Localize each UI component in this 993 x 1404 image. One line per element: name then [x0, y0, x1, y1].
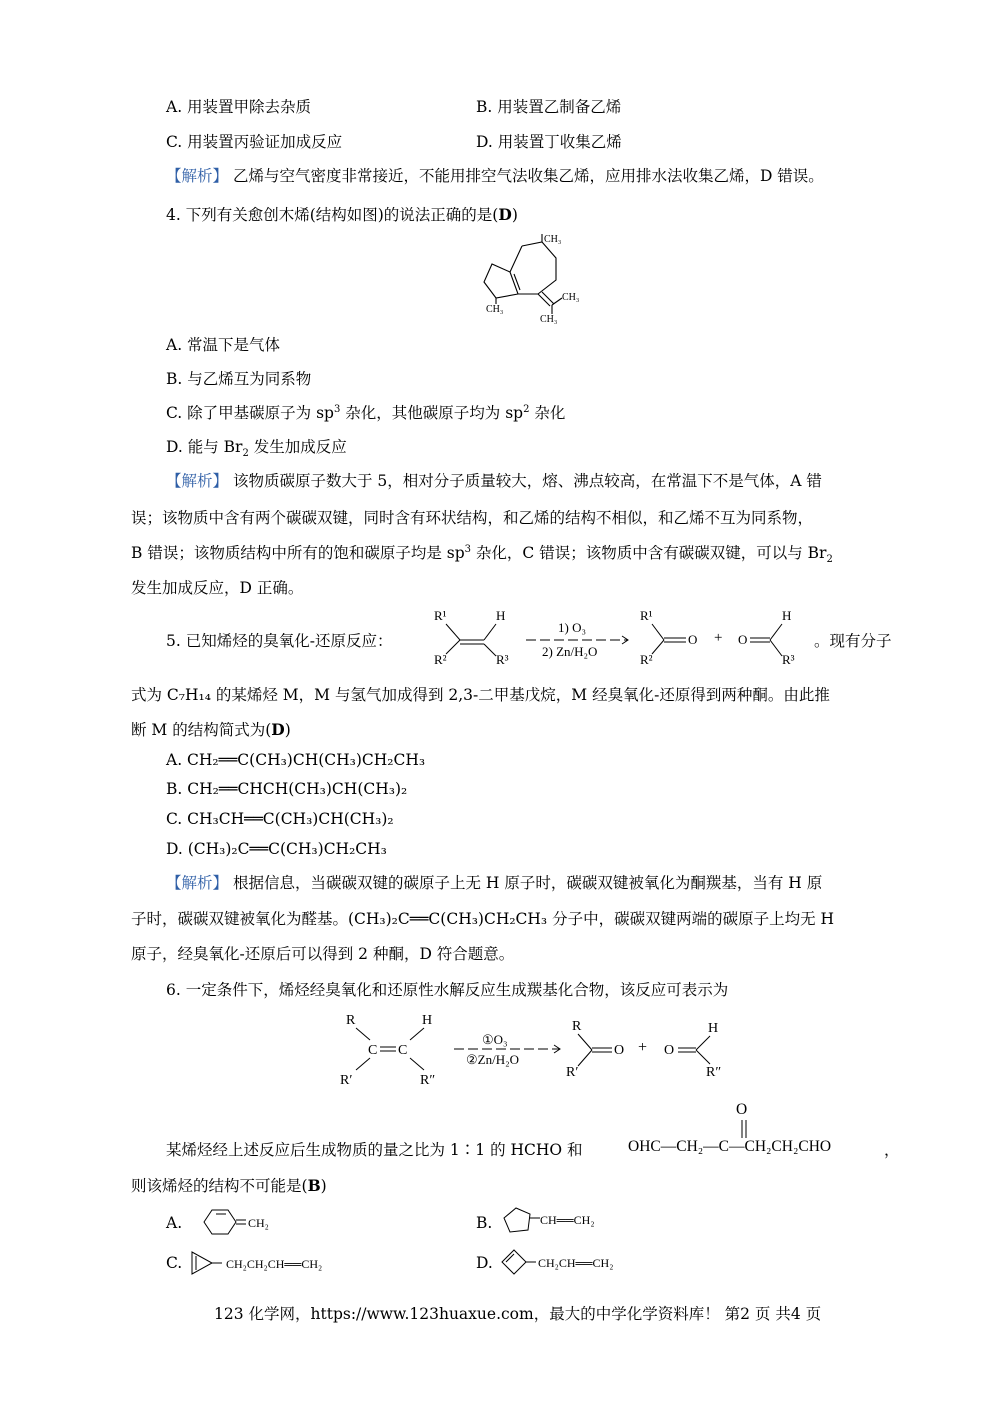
q6-close: )	[320, 1177, 327, 1195]
guaiene-structure	[470, 228, 600, 324]
q6-option-b-structure	[498, 1204, 608, 1238]
sub: 2	[242, 448, 249, 460]
r-prime-label: R′	[340, 1073, 353, 1088]
q6-option-d-structure	[498, 1246, 638, 1278]
q4-option-c-text: 杂化	[529, 404, 566, 422]
q5-stem-end: 。现有分子	[814, 632, 892, 650]
ch3-label: CH₃	[562, 292, 580, 303]
h-label: H	[496, 608, 506, 623]
q6-line2-text: 则该烯烃的结构不可能是(	[131, 1177, 308, 1195]
q6-option-c-label: C.	[166, 1254, 183, 1272]
o-label: O	[738, 632, 748, 647]
r-label: R	[346, 1013, 356, 1028]
q5-option-b: B. CH₂══CHCH(CH₃)CH(CH₃)₂	[166, 780, 408, 798]
q5-reaction-scheme	[428, 604, 814, 674]
c-label: C	[398, 1043, 408, 1058]
analysis-text: 杂化，C 错误；该物质中含有碳碳双键，可以与 Br	[471, 544, 827, 562]
analysis-text: 该物质碳原子数大于 5，相对分子质量较大，熔、沸点较高，在常温下不是气体，A 错	[232, 472, 822, 490]
q4-option-c-text: C. 除了甲基碳原子为 sp	[166, 404, 334, 422]
r3-label: R³	[782, 652, 795, 667]
r2-label: R²	[640, 652, 653, 667]
o-label: O	[664, 1043, 675, 1058]
analysis-text: 乙烯与空气密度非常接近，不能用排空气法收集乙烯，应用排水法收集乙烯，D 错误。	[232, 167, 824, 185]
r3-label: R³	[496, 652, 509, 667]
plus-sign: +	[714, 630, 723, 646]
q6-option-a-label: A.	[166, 1214, 183, 1232]
ch3-label: CH₃	[544, 234, 562, 245]
analysis-tag: 【解析】	[166, 874, 229, 892]
r2-label: R²	[434, 652, 447, 667]
analysis-text: B 错误；该物质结构中所有的饱和碳原子均是 sp	[131, 544, 465, 562]
q6-comma: ，	[884, 1141, 900, 1159]
h-label: H	[708, 1021, 719, 1036]
q6-option-d-label: D.	[476, 1254, 493, 1272]
page-footer: 123 化学网，https://www.123huaxue.com，最大的中学化学资料库！ 第2 页 共4 页	[214, 1305, 822, 1323]
o-label: O	[688, 632, 698, 647]
q4-answer: D	[498, 205, 512, 224]
q6-formula: OHC—CH₂—C—CH₂CH₂CHO	[628, 1138, 832, 1155]
r1-label: R¹	[434, 608, 447, 623]
analysis-tag: 【解析】	[166, 167, 229, 185]
q3-analysis	[166, 164, 824, 186]
sub: 2	[826, 554, 833, 566]
option-b-substituent: CH══CH₂	[540, 1213, 595, 1227]
q4-analysis-line1	[166, 469, 822, 491]
q4-option-d-text: 发生加成反应	[248, 438, 347, 456]
sup: 3	[464, 543, 471, 555]
condition-2: ②Zn/H₂O	[466, 1052, 520, 1067]
plus-sign: +	[638, 1039, 648, 1056]
q4-option-a: A. 常温下是气体	[166, 336, 281, 354]
q4-stem-text: 4. 下列有关愈创木烯(结构如图)的说法正确的是(	[166, 206, 499, 224]
q5-option-d: D. (CH₃)₂C══C(CH₃)CH₂CH₃	[166, 840, 387, 858]
option-a-substituent: CH₂	[248, 1216, 269, 1230]
h-label: H	[422, 1013, 433, 1028]
option-c-substituent: CH₂CH₂CH══CH₂	[226, 1257, 323, 1271]
q5-option-a: A. CH₂══C(CH₃)CH(CH₃)CH₂CH₃	[166, 751, 426, 769]
q4-analysis-line4: 发生加成反应，D 正确。	[131, 579, 304, 597]
condition-1: 1) O₃	[558, 620, 586, 635]
q6-option-b-label: B.	[476, 1214, 493, 1232]
q6-line1: 某烯烃经上述反应后生成物质的量之比为 1∶1 的 HCHO 和	[166, 1141, 583, 1159]
q5-answer: D	[271, 720, 285, 739]
option-d-substituent: CH₂CH══CH₂	[538, 1256, 614, 1270]
q6-option-c-structure	[188, 1248, 338, 1278]
q5-line3-text: 断 M 的结构简式为(	[131, 721, 272, 739]
condition-1: ①O₃	[482, 1032, 508, 1047]
carbonyl-double-bond	[739, 1120, 749, 1138]
ch3-label: CH₃	[486, 304, 504, 315]
q5-close: )	[284, 721, 291, 739]
q4-close: )	[511, 206, 518, 224]
condition-2: 2) Zn/H₂O	[542, 644, 598, 659]
r-label: R	[572, 1019, 582, 1034]
q3-option-c: C. 用装置丙验证加成反应	[166, 133, 343, 151]
q4-stem	[166, 203, 518, 225]
q4-option-c-text: 杂化，其他碳原子均为 sp	[340, 404, 524, 422]
q4-option-d	[166, 435, 347, 459]
q3-option-a: A. 用装置甲除去杂质	[166, 98, 312, 116]
q5-stem-start: 5. 已知烯烃的臭氧化-还原反应：	[166, 632, 393, 650]
q4-option-b: B. 与乙烯互为同系物	[166, 370, 312, 388]
q3-option-d: D. 用装置丁收集乙烯	[476, 133, 622, 151]
q6-answer: B	[307, 1176, 321, 1195]
q5-line2: 式为 C₇H₁₄ 的某烯烃 M，M 与氢气加成得到 2,3-二甲基戊烷，M 经臭氧化-还原得到两种酮。由此推	[131, 686, 830, 704]
c-label: C	[368, 1043, 378, 1058]
q5-analysis-line1	[166, 871, 822, 893]
r-double-prime-label: R″	[420, 1073, 436, 1088]
q5-option-c: C. CH₃CH══C(CH₃)CH(CH₃)₂	[166, 810, 394, 828]
r-prime-label: R′	[566, 1065, 579, 1080]
q5-analysis-line3: 原子，经臭氧化-还原后可以得到 2 种酮，D 符合题意。	[131, 945, 515, 963]
q4-analysis-line2: 误；该物质中含有两个碳碳双键，同时含有环状结构，和乙烯的结构不相似，和乙烯不互为同系物，	[131, 509, 814, 527]
q5-line3	[131, 718, 291, 740]
q6-formula-oxygen: O	[736, 1101, 748, 1118]
sup: 3	[333, 403, 341, 415]
analysis-text: 根据信息，当碳碳双键的碳原子上无 H 原子时，碳碳双键被氧化为酮羰基，当有 H 原	[232, 874, 823, 892]
q4-option-c	[166, 401, 565, 423]
q6-reaction-scheme	[334, 1008, 734, 1092]
q6-stem: 6. 一定条件下，烯烃经臭氧化和还原性水解反应生成羰基化合物，该反应可表示为	[166, 981, 729, 999]
q3-option-b: B. 用装置乙制备乙烯	[476, 98, 622, 116]
r-double-prime-label: R″	[706, 1065, 722, 1080]
o-label: O	[614, 1043, 625, 1058]
q4-analysis-line3	[131, 541, 833, 565]
q6-option-a-structure	[196, 1206, 286, 1238]
analysis-tag: 【解析】	[166, 472, 229, 490]
q5-analysis-line2: 子时，碳碳双键被氧化为醛基。(CH₃)₂C══C(CH₃)CH₂CH₃ 分子中，碳碳双键两端的碳原子上均无 H	[131, 910, 835, 928]
r1-label: R¹	[640, 608, 653, 623]
q4-option-d-text: D. 能与 Br	[166, 438, 243, 456]
ch3-label: CH₃	[540, 314, 558, 324]
sup: 2	[523, 403, 530, 415]
h-label: H	[782, 608, 792, 623]
q6-line2	[131, 1174, 327, 1196]
